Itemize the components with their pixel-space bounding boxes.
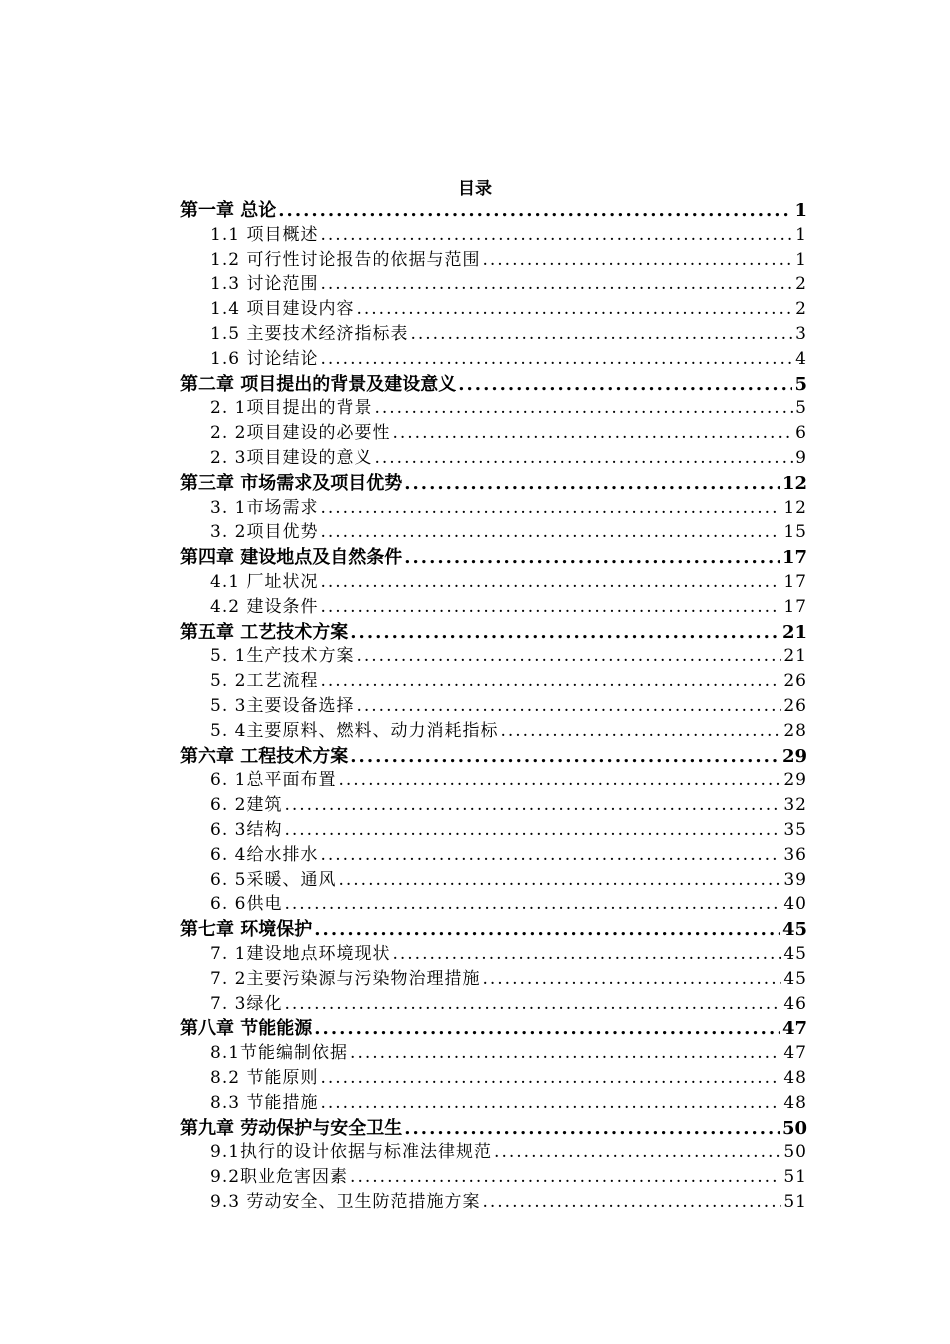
toc-dot-leader [320,843,781,868]
toc-entry-label: 6. 1总平面布置 [210,770,337,791]
toc-page-number: 6 [795,423,807,444]
toc-entry-label: 1.1 项目概述 [210,224,319,245]
toc-dot-leader [320,520,781,545]
toc-entry-label: 第五章 工艺技术方案 [180,621,349,643]
toc-dot-leader [320,272,793,297]
toc-dot-leader [284,892,781,917]
toc-section-entry[interactable] [210,297,807,322]
toc-dot-leader [500,719,781,744]
toc-section-entry[interactable] [210,520,807,545]
toc-section-entry[interactable] [210,768,807,793]
toc-page-number: 45 [783,944,807,964]
toc-page-number: 51 [783,1192,807,1212]
toc-entry-label: 6. 2建筑 [210,795,283,816]
toc-dot-leader [482,967,781,992]
toc-entry-label: 9.2职业危害因素 [210,1167,349,1188]
toc-section-entry[interactable] [210,396,807,421]
toc-section-entry[interactable] [210,595,807,620]
toc-page-number: 46 [783,993,807,1014]
toc-dot-leader [374,446,793,471]
toc-section-entry[interactable] [210,421,807,446]
toc-section-entry[interactable] [210,347,807,372]
toc-dot-leader [404,1116,780,1141]
toc-page-number: 2 [795,299,807,320]
toc-section-entry[interactable] [210,1165,807,1190]
toc-page-number: 40 [783,894,807,915]
toc-dot-leader [314,1016,780,1041]
toc-dot-leader [284,793,781,818]
toc-entry-label: 第一章 总论 [180,200,277,221]
toc-page-number: 1 [795,249,807,270]
toc-section-entry[interactable] [210,248,807,273]
toc-entry-label: 7. 3绿化 [210,993,283,1014]
toc-section-entry[interactable] [210,942,807,967]
toc-page-number: 36 [783,844,807,865]
toc-section-entry[interactable] [210,992,807,1017]
toc-chapter-entry[interactable] [180,744,807,769]
toc-dot-leader [314,917,780,942]
toc-dot-leader [374,396,793,421]
toc-entry-label: 6. 4给水排水 [210,844,319,865]
toc-section-entry[interactable] [210,793,807,818]
toc-entry-label: 4.2 建设条件 [210,596,319,617]
toc-entry-label: 2. 3项目建设的意义 [210,448,373,468]
toc-entry-label: 5. 2工艺流程 [210,671,319,692]
toc-section-entry[interactable] [210,570,807,595]
toc-page-number: 21 [783,646,807,667]
toc-entry-label: 2. 2项目建设的必要性 [210,423,391,444]
toc-page-number: 12 [781,472,807,494]
toc-entry-label: 1.4 项目建设内容 [210,299,355,320]
toc-entry-label: 5. 1生产技术方案 [210,646,355,667]
toc-entry-label: 9.1执行的设计依据与标准法律规范 [210,1142,493,1163]
toc-dot-leader [356,694,781,719]
toc-dot-leader [350,744,780,769]
toc-page-number: 1 [795,224,807,245]
toc-chapter-entry[interactable] [180,1016,807,1041]
toc-page-number: 4 [795,348,807,369]
toc-dot-leader [284,992,781,1017]
toc-dot-leader [320,595,781,620]
toc-entry-label: 3. 1市场需求 [210,497,319,518]
toc-page-number: 3 [795,324,807,344]
toc-section-entry[interactable] [210,322,807,347]
toc-section-entry[interactable] [210,223,807,248]
toc-page-number: 47 [781,1018,807,1040]
toc-dot-leader [404,471,780,496]
toc-dot-leader [356,644,781,669]
toc-section-entry[interactable] [210,1190,807,1215]
toc-dot-leader [392,942,781,967]
toc-chapter-entry[interactable] [180,1116,807,1141]
toc-entry-label: 7. 2主要污染源与污染物治理措施 [210,968,481,989]
toc-title: 目录 [458,179,492,199]
toc-section-entry[interactable] [210,1041,807,1066]
toc-section-entry[interactable] [210,868,807,893]
toc-chapter-entry[interactable] [180,620,807,645]
toc-page-number: 48 [783,1068,807,1088]
toc-section-entry[interactable] [210,272,807,297]
toc-entry-label: 4.1 厂址状况 [210,572,319,592]
toc-chapter-entry[interactable] [180,917,807,942]
toc-page-number: 50 [783,1142,807,1163]
toc-section-entry[interactable] [210,1066,807,1091]
toc-page-number: 5 [795,398,807,419]
toc-dot-leader [320,223,793,248]
toc-page-number: 17 [781,547,807,569]
toc-page-number: 2 [795,274,807,295]
toc-chapter-entry[interactable] [180,198,807,223]
toc-page-number: 28 [783,720,807,741]
toc-chapter-entry[interactable] [180,545,807,570]
toc-chapter-entry[interactable] [180,372,807,397]
toc-dot-leader [320,1091,781,1116]
toc-page-number: 39 [783,869,807,890]
toc-entry-label: 第三章 市场需求及项目优势 [180,472,403,494]
toc-dot-leader [338,768,781,793]
toc-page-number: 26 [783,671,807,692]
toc-page-number: 47 [783,1043,807,1064]
toc-dot-leader [338,868,781,893]
toc-dot-leader [320,347,793,372]
toc-entry-label: 1.3 讨论范围 [210,274,319,295]
toc-section-entry[interactable] [210,669,807,694]
toc-page-number: 45 [783,968,807,989]
toc-section-entry[interactable] [210,1091,807,1116]
toc-entry-label: 第九章 劳动保护与安全卫生 [180,1117,403,1139]
toc-section-entry[interactable] [210,719,807,744]
toc-page-number: 50 [781,1117,807,1139]
toc-dot-leader [350,1165,781,1190]
toc-section-entry[interactable] [210,843,807,868]
toc-page-number: 15 [783,522,807,543]
toc-section-entry[interactable] [210,446,807,471]
toc-entry-label: 第八章 节能能源 [180,1018,313,1040]
toc-dot-leader [320,496,781,521]
toc-entry-label: 5. 4主要原料、燃料、动力消耗指标 [210,720,499,741]
toc-dot-leader [320,570,781,595]
toc-entry-label: 7. 1建设地点环境现状 [210,944,391,964]
toc-entry-label: 1.5 主要技术经济指标表 [210,324,409,344]
toc-chapter-entry[interactable] [180,471,807,496]
toc-page-number: 1 [794,200,807,221]
toc-dot-leader [482,248,793,273]
toc-dot-leader [320,669,781,694]
toc-dot-leader [350,1041,781,1066]
toc-entry-label: 9.3 劳动安全、卫生防范措施方案 [210,1192,481,1212]
toc-page-number: 5 [794,373,807,395]
toc-entry-label: 8.2 节能原则 [210,1068,319,1088]
toc-page-number: 29 [783,770,807,791]
toc-page-number: 45 [781,919,807,941]
toc-section-entry[interactable] [210,967,807,992]
toc-page-number: 17 [783,572,807,592]
toc-entry-label: 6. 6供电 [210,894,283,915]
toc-page-number: 29 [781,745,807,767]
toc-dot-leader [320,1066,781,1091]
toc-dot-leader [350,620,780,645]
toc-entry-label: 6. 5采暖、通风 [210,869,337,890]
toc-entry-label: 1.6 讨论结论 [210,348,319,369]
toc-dot-leader [356,297,793,322]
toc-dot-leader [278,198,792,223]
toc-page-number: 35 [783,820,807,840]
toc-entry-label: 第六章 工程技术方案 [180,745,349,767]
toc-entry-label: 第七章 环境保护 [180,919,313,941]
toc-dot-leader [458,372,792,397]
toc-dot-leader [410,322,793,347]
toc-entry-label: 6. 3结构 [210,820,283,840]
toc-page-number: 32 [783,795,807,816]
toc-page-number: 17 [783,596,807,617]
toc-dot-leader [482,1190,781,1215]
toc-page-number: 51 [783,1167,807,1188]
toc-page-number: 26 [783,696,807,716]
toc-entry-label: 2. 1项目提出的背景 [210,398,373,419]
toc-entry-label: 8.1节能编制依据 [210,1043,349,1064]
toc-entry-label: 第二章 项目提出的背景及建设意义 [180,373,457,395]
toc-page-number: 12 [783,497,807,518]
toc-dot-leader [284,818,781,843]
toc-section-entry[interactable] [210,644,807,669]
toc-entry-label: 3. 2项目优势 [210,522,319,543]
toc-section-entry[interactable] [210,1140,807,1165]
toc-entry-label: 8.3 节能措施 [210,1092,319,1113]
toc-dot-leader [404,545,780,570]
toc-section-entry[interactable] [210,496,807,521]
toc-page-number: 48 [783,1092,807,1113]
toc-section-entry[interactable] [210,892,807,917]
toc-page-number: 9 [795,448,807,468]
toc-dot-leader [392,421,793,446]
toc-page-number: 21 [781,621,807,643]
toc-section-entry[interactable] [210,694,807,719]
toc-entry-label: 5. 3主要设备选择 [210,696,355,716]
toc-section-entry[interactable] [210,818,807,843]
toc-entry-label: 第四章 建设地点及自然条件 [180,547,403,569]
toc-dot-leader [494,1140,781,1165]
toc-entry-label: 1.2 可行性讨论报告的依据与范围 [210,249,481,270]
